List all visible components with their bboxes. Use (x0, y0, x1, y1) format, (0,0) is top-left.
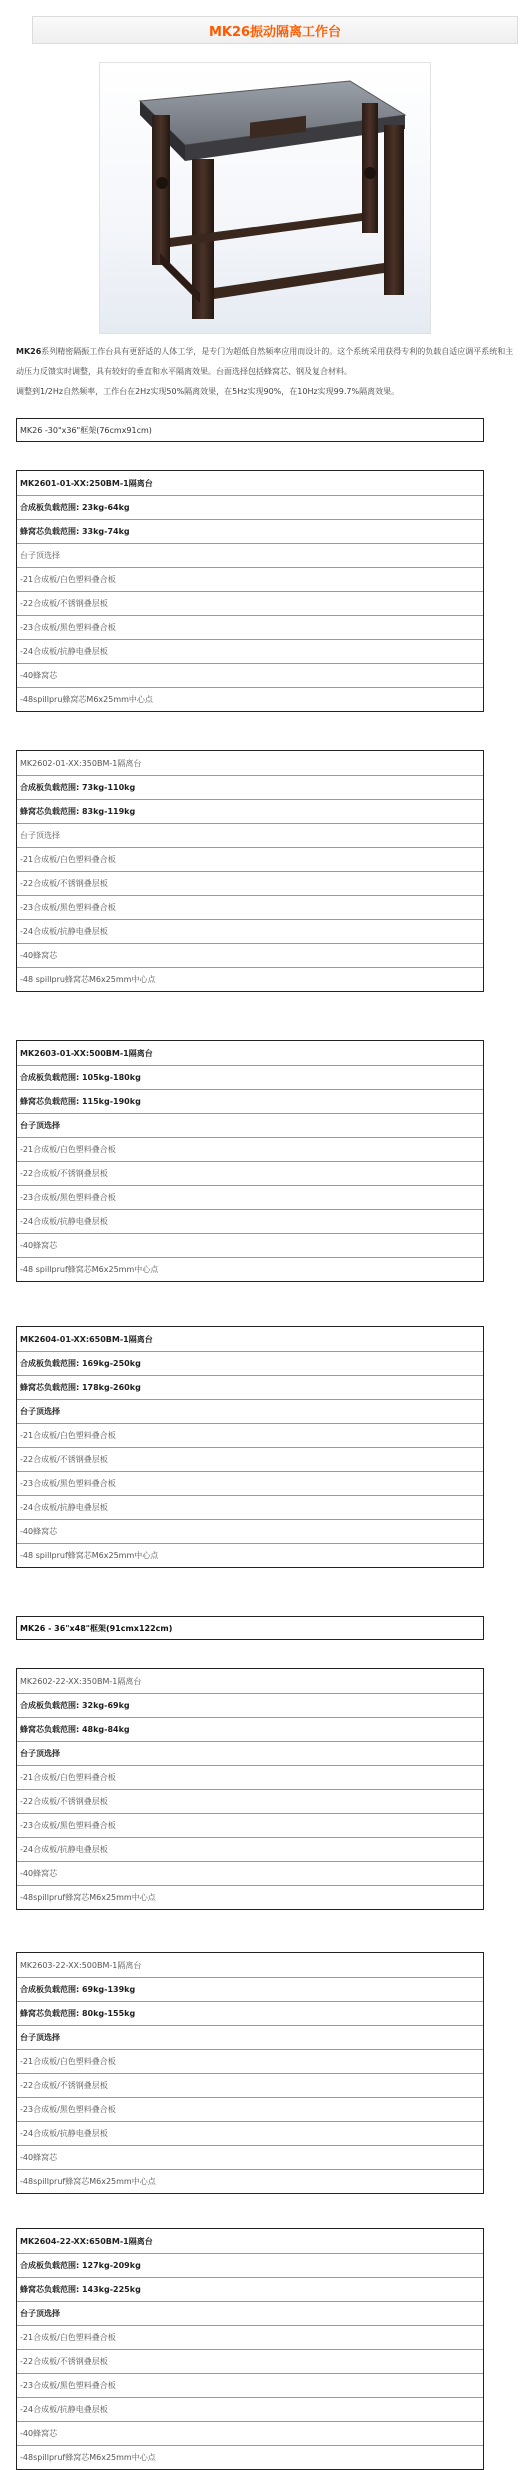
table-row: -22合成板/不锈钢叠层板 (17, 1789, 483, 1813)
title-bar (32, 16, 518, 44)
spec-table-3 (16, 1040, 484, 1282)
table-row: -40蜂窝芯 (17, 943, 483, 967)
table-row: -22合成板/不锈钢叠层板 (17, 2073, 483, 2097)
table-row: 台子顶选择 (17, 1741, 483, 1765)
table-row: -21合成板/白色塑料叠合板 (17, 2325, 483, 2349)
table-row: 蜂窝芯负载范围: 80kg-155kg (17, 2001, 483, 2025)
table-row: -22合成板/不锈钢叠层板 (17, 1161, 483, 1185)
table-row: MK2604-22-XX:650BM-1隔离台 (20, 2236, 153, 2246)
intro-paragraph-1 (16, 342, 516, 382)
table-row: -21合成板/白色塑料叠合板 (17, 1423, 483, 1447)
product-photo (99, 62, 431, 334)
spec-table-7 (16, 2228, 484, 2470)
table-row: -23合成板/黑色塑料叠合板 (17, 2097, 483, 2121)
table-row: -40蜂窝芯 (17, 1519, 483, 1543)
table-row: -48 spillpru蜂窝芯M6x25mm中心点 (17, 967, 483, 991)
table-row: -48spillpruf蜂窝芯M6x25mm中心点 (17, 1885, 483, 1909)
table-row: -22合成板/不锈钢叠层板 (17, 871, 483, 895)
table-row: -24合成板/抗静电叠层板 (17, 2397, 483, 2421)
table-row: -48spillpruf蜂窝芯M6x25mm中心点 (17, 2169, 483, 2193)
table-row: 蜂窝芯负载范围: 115kg-190kg (17, 1089, 483, 1113)
brand-name: MK26 (16, 347, 42, 356)
table-row: 台子顶选择 (17, 823, 483, 847)
table-row: 蜂窝芯负载范围: 48kg-84kg (17, 1717, 483, 1741)
table-row: 台子顶选择 (17, 1399, 483, 1423)
table-row: -40蜂窝芯 (17, 1861, 483, 1885)
table-row: -23合成板/黑色塑料叠合板 (17, 1471, 483, 1495)
table-row: MK2602-22-XX:350BM-1隔离台 (20, 1676, 142, 1686)
spec-table-5 (16, 1668, 484, 1910)
table-row: 合成板负载范围: 73kg-110kg (17, 775, 483, 799)
isolation-table-image (100, 63, 430, 333)
table-row: 蜂窝芯负载范围: 143kg-225kg (17, 2277, 483, 2301)
table-row: MK2603-22-XX:500BM-1隔离台 (20, 1960, 142, 1970)
table-row: 台子顶选择 (17, 2301, 483, 2325)
spec-table-2 (16, 750, 484, 992)
table-row: 合成板负载范围: 32kg-69kg (17, 1693, 483, 1717)
table-row: MK2603-01-XX:500BM-1隔离台 (20, 1048, 153, 1058)
table-row: -40蜂窝芯 (17, 1233, 483, 1257)
table-row: -40蜂窝芯 (17, 2421, 483, 2445)
table-row: -21合成板/白色塑料叠合板 (17, 1137, 483, 1161)
intro-paragraph-1-text: 系列精密隔振工作台具有更舒适的人体工学，是专门为超低自然频率应用而设计的。这个系统采用获得专利的负载自适应调平系统和主动压力反馈实时调整，具有较好的垂直和水平隔离效果。台面选择包括蜂窝芯、钢及复合材料。 (16, 347, 514, 376)
table-row: -21合成板/白色塑料叠合板 (17, 2049, 483, 2073)
table-row: MK2604-01-XX:650BM-1隔离台 (20, 1334, 153, 1344)
table-row: -21合成板/白色塑料叠合板 (17, 567, 483, 591)
table-row: -23合成板/黑色塑料叠合板 (17, 1813, 483, 1837)
section-header-36x48: MK26 - 36"x48"框架(91cmx122cm) (16, 1616, 484, 1640)
table-row: -21合成板/白色塑料叠合板 (17, 1765, 483, 1789)
table-row: -24合成板/抗静电叠层板 (17, 2121, 483, 2145)
table-row: 蜂窝芯负载范围: 83kg-119kg (17, 799, 483, 823)
spec-table-1 (16, 470, 484, 712)
table-row: -24合成板/抗静电叠层板 (17, 639, 483, 663)
table-row: -23合成板/黑色塑料叠合板 (17, 895, 483, 919)
table-row: 蜂窝芯负载范围: 178kg-260kg (17, 1375, 483, 1399)
table-row: -48spillpru蜂窝芯M6x25mm中心点 (17, 687, 483, 711)
table-row: -24合成板/抗静电叠层板 (17, 1495, 483, 1519)
table-row: 台子顶选择 (17, 1113, 483, 1137)
table-row: -48 spillpruf蜂窝芯M6x25mm中心点 (17, 1257, 483, 1281)
spec-table-4 (16, 1326, 484, 1568)
table-row: -23合成板/黑色塑料叠合板 (17, 2373, 483, 2397)
intro-text (16, 342, 516, 402)
intro-paragraph-2: 调整到1/2Hz自然频率，工作台在2Hz实现50%隔离效果，在5Hz实现90%，在10Hz实现99.7%隔离效果。 (16, 387, 400, 396)
table-row: -22合成板/不锈钢叠层板 (17, 2349, 483, 2373)
table-row: -24合成板/抗静电叠层板 (17, 919, 483, 943)
table-row: -21合成板/白色塑料叠合板 (17, 847, 483, 871)
table-row: -22合成板/不锈钢叠层板 (17, 1447, 483, 1471)
table-row: MK2602-01-XX:350BM-1隔离台 (20, 758, 142, 768)
table-row: 合成板负载范围: 23kg-64kg (17, 495, 483, 519)
table-row: -40蜂窝芯 (17, 663, 483, 687)
table-row: -22合成板/不锈钢叠层板 (17, 591, 483, 615)
table-row: 蜂窝芯负载范围: 33kg-74kg (17, 519, 483, 543)
table-row: 台子顶选择 (17, 543, 483, 567)
table-row: 合成板负载范围: 105kg-180kg (17, 1065, 483, 1089)
spec-table-6 (16, 1952, 484, 2194)
table-row: -40蜂窝芯 (17, 2145, 483, 2169)
table-row: -48spillpruf蜂窝芯M6x25mm中心点 (17, 2445, 483, 2469)
table-row: MK2601-01-XX:250BM-1隔离台 (20, 478, 153, 488)
table-row: -24合成板/抗静电叠层板 (17, 1837, 483, 1861)
section-header-30x36: MK26 -30"x36"框架(76cmx91cm) (16, 418, 484, 442)
table-row: -23合成板/黑色塑料叠合板 (17, 615, 483, 639)
table-row: 合成板负载范围: 169kg-250kg (17, 1351, 483, 1375)
table-row: 合成板负载范围: 127kg-209kg (17, 2253, 483, 2277)
table-row: 合成板负载范围: 69kg-139kg (17, 1977, 483, 2001)
table-row: 台子顶选择 (17, 2025, 483, 2049)
table-row: -48 spillpruf蜂窝芯M6x25mm中心点 (17, 1543, 483, 1567)
table-row: -23合成板/黑色塑料叠合板 (17, 1185, 483, 1209)
page-title: MK26振动隔离工作台 (208, 24, 342, 40)
table-row: -24合成板/抗静电叠层板 (17, 1209, 483, 1233)
